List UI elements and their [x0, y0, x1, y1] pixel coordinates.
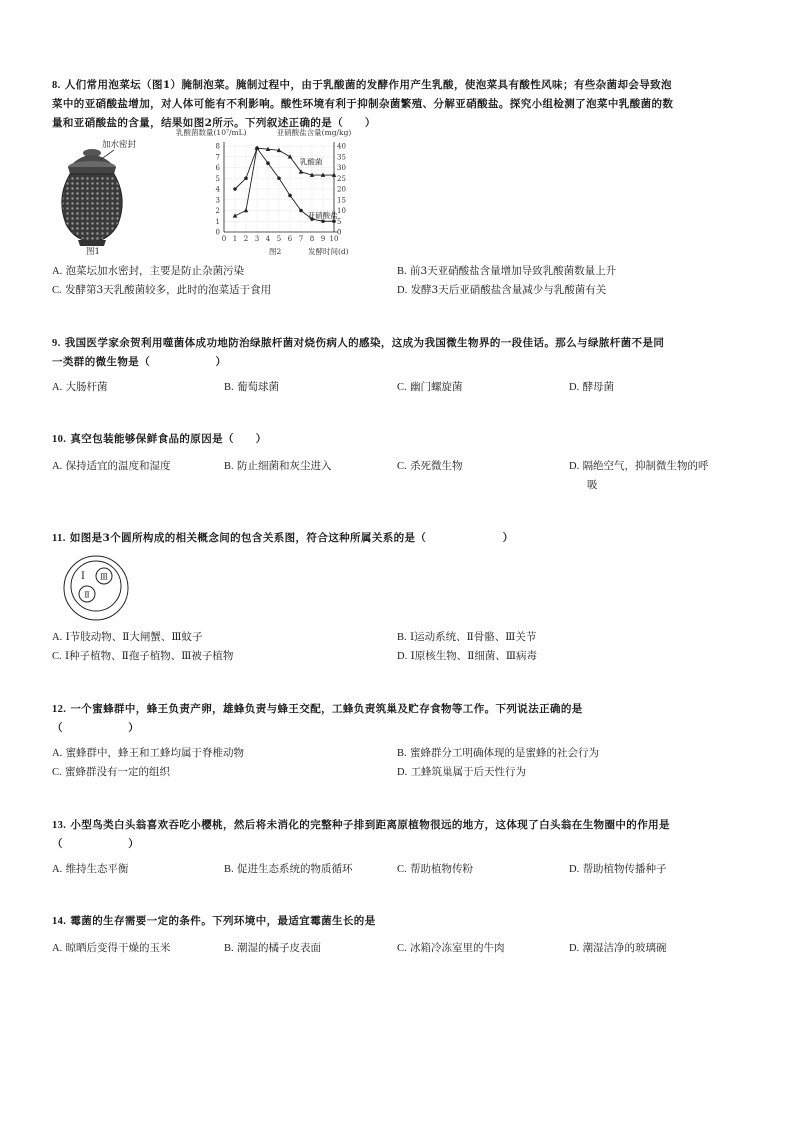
q12-option-c[interactable]: C. 蜜蜂群没有一定的组织	[52, 766, 170, 778]
q8-option-a[interactable]: A. 泡菜坛加水密封，主要是防止杂菌污染	[52, 265, 245, 277]
right-tick-label: 20	[337, 185, 346, 194]
q14-option-a[interactable]: A. 晾晒后变得干燥的玉米	[52, 942, 171, 954]
x-tick-label: 2	[243, 235, 249, 243]
q9-line-1: 9. 我国医学家余贺利用噬菌体成功地防治绿脓杆菌对烧伤病人的感染，这成为我国微生物界的一段佳话。那么与绿脓杆菌不是同	[52, 337, 665, 349]
q10-option-a[interactable]: A. 保持适宜的温度和湿度	[52, 460, 171, 472]
chart-right-axis-label: 亚硝酸盐含量(mg/kg)	[276, 128, 352, 137]
question-9-stem	[52, 334, 744, 372]
q12-line-1: 12. 一个蜜蜂群中，蜂王负责产卵，雄蜂负责与蜂王交配，工蜂负责筑巢及贮存食物等工作。下列说法正确的是	[52, 703, 583, 715]
right-tick-label: 10	[337, 207, 346, 215]
figure-1-pickle-jar	[50, 136, 170, 256]
x-tick-label: 5	[276, 235, 282, 243]
q13-option-a[interactable]: A. 维持生态平衡	[52, 863, 129, 875]
nitrite-point	[244, 176, 248, 180]
x-tick-label: 1	[232, 235, 238, 243]
x-tick-label: 10	[329, 235, 339, 243]
question-11-stem	[52, 529, 744, 548]
right-tick-label: 35	[337, 153, 346, 162]
right-tick-label: 5	[337, 217, 342, 226]
chart-left-axis-label: 乳酸菌数量(10⁷/mL)	[176, 128, 247, 137]
nitrite-point	[233, 187, 237, 191]
question-14-stem	[52, 912, 744, 931]
q13-option-d[interactable]: D. 帮助植物传播种子	[569, 863, 667, 875]
q9-option-d[interactable]: D. 酵母菌	[569, 381, 615, 393]
q11-option-a[interactable]: A. Ⅰ节肢动物、Ⅱ大闸蟹、Ⅲ蚊子	[52, 631, 203, 643]
nitrite-point	[255, 146, 259, 150]
x-tick-label: 8	[309, 235, 315, 243]
question-10-stem	[52, 430, 744, 449]
left-tick-label: 8	[215, 142, 220, 151]
left-tick-label: 5	[215, 174, 220, 183]
q8-options	[52, 262, 744, 302]
q8-line-3: 量和亚硝酸盐的含量，结果如图2所示。下列叙述正确的是（ ）	[52, 117, 376, 129]
left-tick-label: 6	[215, 164, 220, 172]
outer-circle	[64, 556, 128, 620]
q9-option-c[interactable]: C. 幽门螺旋菌	[397, 381, 463, 393]
q9-line-2: 一类群的微生物是（ ）	[52, 356, 227, 368]
q12-option-d[interactable]: D. 工蜂筑巢属于后天性行为	[397, 766, 527, 778]
q9-option-a[interactable]: A. 大肠杆菌	[52, 381, 108, 393]
pickle-jar-illustration	[50, 136, 170, 256]
q12-line-2: （ ）	[52, 722, 140, 734]
x-tick-label: 4	[265, 235, 271, 243]
x-tick-label: 7	[298, 235, 304, 243]
q12-options	[52, 744, 744, 784]
fig1-note: 加水密封	[102, 140, 137, 150]
q11-line-1: 11. 如图是3个圆所构成的相关概念间的包含关系图，符合这种所属关系的是（ ）	[52, 532, 514, 544]
q14-options	[52, 939, 744, 959]
q10-option-b[interactable]: B. 防止细菌和灰尘进入	[224, 460, 332, 472]
q14-option-b[interactable]: B. 潮湿的橘子皮表面	[224, 942, 321, 954]
q12-option-b[interactable]: B. 蜜蜂群分工明确体现的是蜜蜂的社会行为	[397, 747, 599, 759]
question-8-stem	[52, 76, 744, 133]
right-tick-label: 15	[337, 196, 346, 205]
q9-options	[52, 378, 744, 398]
q13-option-c[interactable]: C. 帮助植物传粉	[397, 863, 473, 875]
label-ii: Ⅱ	[84, 590, 90, 600]
x-tick-label: 3	[254, 235, 260, 243]
q14-option-d[interactable]: D. 潮湿洁净的玻璃碗	[569, 942, 667, 954]
x-tick-label: 6	[287, 235, 293, 243]
nitrite-point	[277, 176, 281, 180]
lactobacillus-point	[288, 154, 293, 158]
q8-option-d[interactable]: D. 发酵3天后亚硝酸盐含量减少与乳酸菌有关	[397, 284, 607, 296]
label-i: Ⅰ	[81, 571, 85, 582]
left-tick-label: 1	[215, 217, 220, 226]
q11-circle-diagram	[62, 554, 130, 622]
q13-options	[52, 860, 744, 880]
chart-caption: 图2	[269, 247, 282, 256]
q14-option-c[interactable]: C. 冰箱冷冻室里的牛肉	[397, 942, 505, 954]
q10-line-1: 10. 真空包装能够保鲜食品的原因是（ ）	[52, 433, 267, 445]
lactobacillus-point	[244, 208, 249, 212]
right-tick-label: 0	[337, 228, 342, 237]
left-tick-label: 3	[215, 196, 220, 205]
left-tick-label: 2	[215, 207, 220, 215]
right-tick-label: 30	[337, 164, 346, 172]
circle-i	[71, 561, 121, 611]
series-label-lactobacillus: 乳酸菌	[299, 157, 323, 167]
q8-line-2: 菜中的亚硝酸盐增加，对人体可能有不利影响。酸性环境有利于抑制杂菌繁殖、分解亚硝酸盐。探究小组检测了泡菜中乳酸菌的数	[52, 98, 674, 110]
q8-option-c[interactable]: C. 发酵第3天乳酸菌较多，此时的泡菜适于食用	[52, 284, 272, 296]
label-iii: Ⅲ	[100, 572, 108, 582]
q8-option-b[interactable]: B. 前3天亚硝酸盐含量增加导致乳酸菌数量上升	[397, 265, 617, 277]
q13-line-1: 13. 小型鸟类白头翁喜欢吞吃小樱桃，然后将未消化的完整种子排到距离原植物很远的地方，这体现了白头翁在生物圈中的作用是	[52, 819, 670, 831]
x-tick-label: 9	[320, 235, 326, 243]
q13-option-b[interactable]: B. 促进生态系统的物质循环	[224, 863, 353, 875]
right-tick-label: 40	[337, 142, 346, 151]
q13-line-2: （ ）	[52, 838, 140, 850]
nitrite-point	[266, 161, 270, 165]
q10-options	[52, 457, 744, 497]
q11-option-b[interactable]: B. Ⅰ运动系统、Ⅱ骨骼、Ⅲ关节	[397, 631, 537, 643]
q11-option-d[interactable]: D. Ⅰ原核生物、Ⅱ细菌、Ⅲ病毒	[397, 650, 537, 662]
left-tick-label: 7	[215, 153, 220, 162]
question-12-stem	[52, 700, 744, 738]
x-tick-label: 0	[221, 235, 227, 243]
nitrite-point	[299, 209, 303, 213]
left-tick-label: 0	[215, 228, 220, 237]
q9-option-b[interactable]: B. 葡萄球菌	[224, 381, 279, 393]
left-tick-label: 4	[215, 185, 220, 194]
chart-x-axis-label: 发酵时间(d)	[308, 247, 349, 256]
figure-2-chart	[174, 126, 374, 258]
fermentation-chart	[174, 126, 374, 258]
fig1-caption: 图1	[86, 247, 100, 256]
nitrite-point	[288, 194, 292, 198]
q12-option-a[interactable]: A. 蜜蜂群中，蜂王和工蜂均属于脊椎动物	[52, 747, 245, 759]
q11-options	[52, 628, 744, 668]
question-13-stem	[52, 816, 744, 854]
q10-option-d[interactable]: D. 隔绝空气，抑制微生物的呼 吸	[569, 460, 709, 491]
series-label-nitrite: 亚硝酸盐	[307, 211, 338, 221]
q8-line-1: 8. 人们常用泡菜坛（图1）腌制泡菜。腌制过程中，由于乳酸菌的发酵作用产生乳酸，使泡菜具有酸性风味；有些杂菌却会导致泡	[52, 79, 672, 91]
right-tick-label: 25	[337, 174, 346, 183]
q10-option-c[interactable]: C. 杀死微生物	[397, 460, 463, 472]
q14-line-1: 14. 霉菌的生存需要一定的条件。下列环境中，最适宜霉菌生长的是	[52, 915, 376, 927]
q11-option-c[interactable]: C. Ⅰ种子植物、Ⅱ孢子植物、Ⅲ被子植物	[52, 650, 234, 662]
